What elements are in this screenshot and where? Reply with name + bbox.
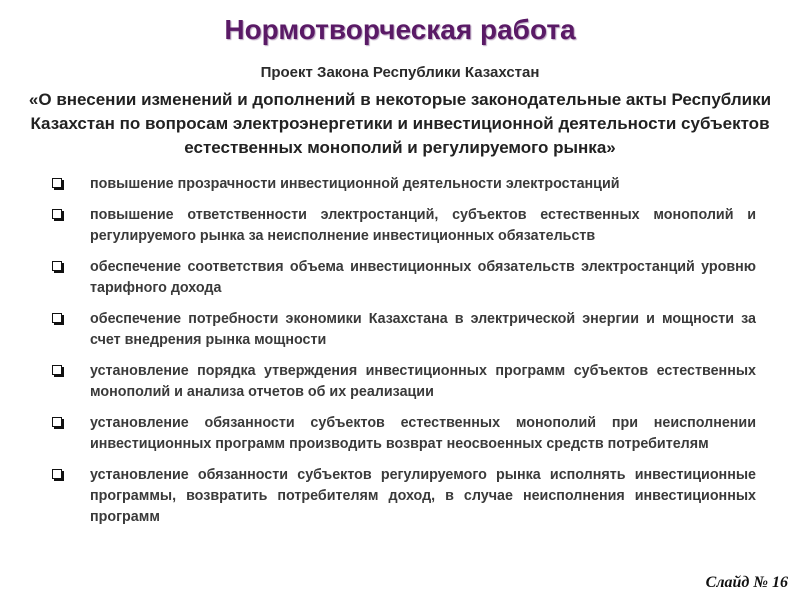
bullet-item [48,465,756,528]
bullet-item [48,309,756,351]
bullet-text: повышение ответственности электростанций, субъектов естественных монополий и регулируемого рынка за неисполнение инвестиционных обязательств [90,207,756,244]
bullet-item [48,361,756,403]
slide-subtitle: Проект Закона Республики Казахстан [260,64,540,81]
bullet-item [48,174,756,195]
bullet-text: повышение прозрачности инвестиционной деятельности электростанций [90,176,620,192]
hollow-square-bullet-icon [52,178,62,188]
bullet-text: обеспечение соответствия объема инвестиционных обязательств электростанций уровню тарифного дохода [90,259,756,296]
hollow-square-bullet-icon [52,209,62,219]
bullet-item [48,413,756,455]
slide-number: Слайд № 16 [705,574,788,591]
hollow-square-bullet-icon [52,417,62,427]
slide-title: Нормотворческая работа [224,14,576,45]
bullet-text: установление обязанности субъектов естественных монополий при неисполнении инвестиционных программ производить возврат неосвоенных средств потребителям [90,415,756,452]
bullet-item [48,205,756,247]
law-title: «О внесении изменений и дополнений в некоторые законодательные акты Республики Казахстан по вопросам электроэнергетики и инвестиционной деятельности субъектов естественных монополий и регулируемого рынка» [28,90,772,157]
bullet-list [48,174,756,528]
bullet-item [48,257,756,299]
bullet-text: обеспечение потребности экономики Казахстана в электрической энергии и мощности за счет внедрения рынка мощности [90,311,756,348]
hollow-square-bullet-icon [52,261,62,271]
hollow-square-bullet-icon [52,469,62,479]
hollow-square-bullet-icon [52,365,62,375]
bullet-text: установление порядка утверждения инвестиционных программ субъектов естественных монополий и анализа отчетов об их реализации [90,363,756,400]
bullet-text: установление обязанности субъектов регулируемого рынка исполнять инвестиционные программы, возвратить потребителям доход, в случае неисполнения инвестиционных программ [90,467,756,525]
hollow-square-bullet-icon [52,313,62,323]
